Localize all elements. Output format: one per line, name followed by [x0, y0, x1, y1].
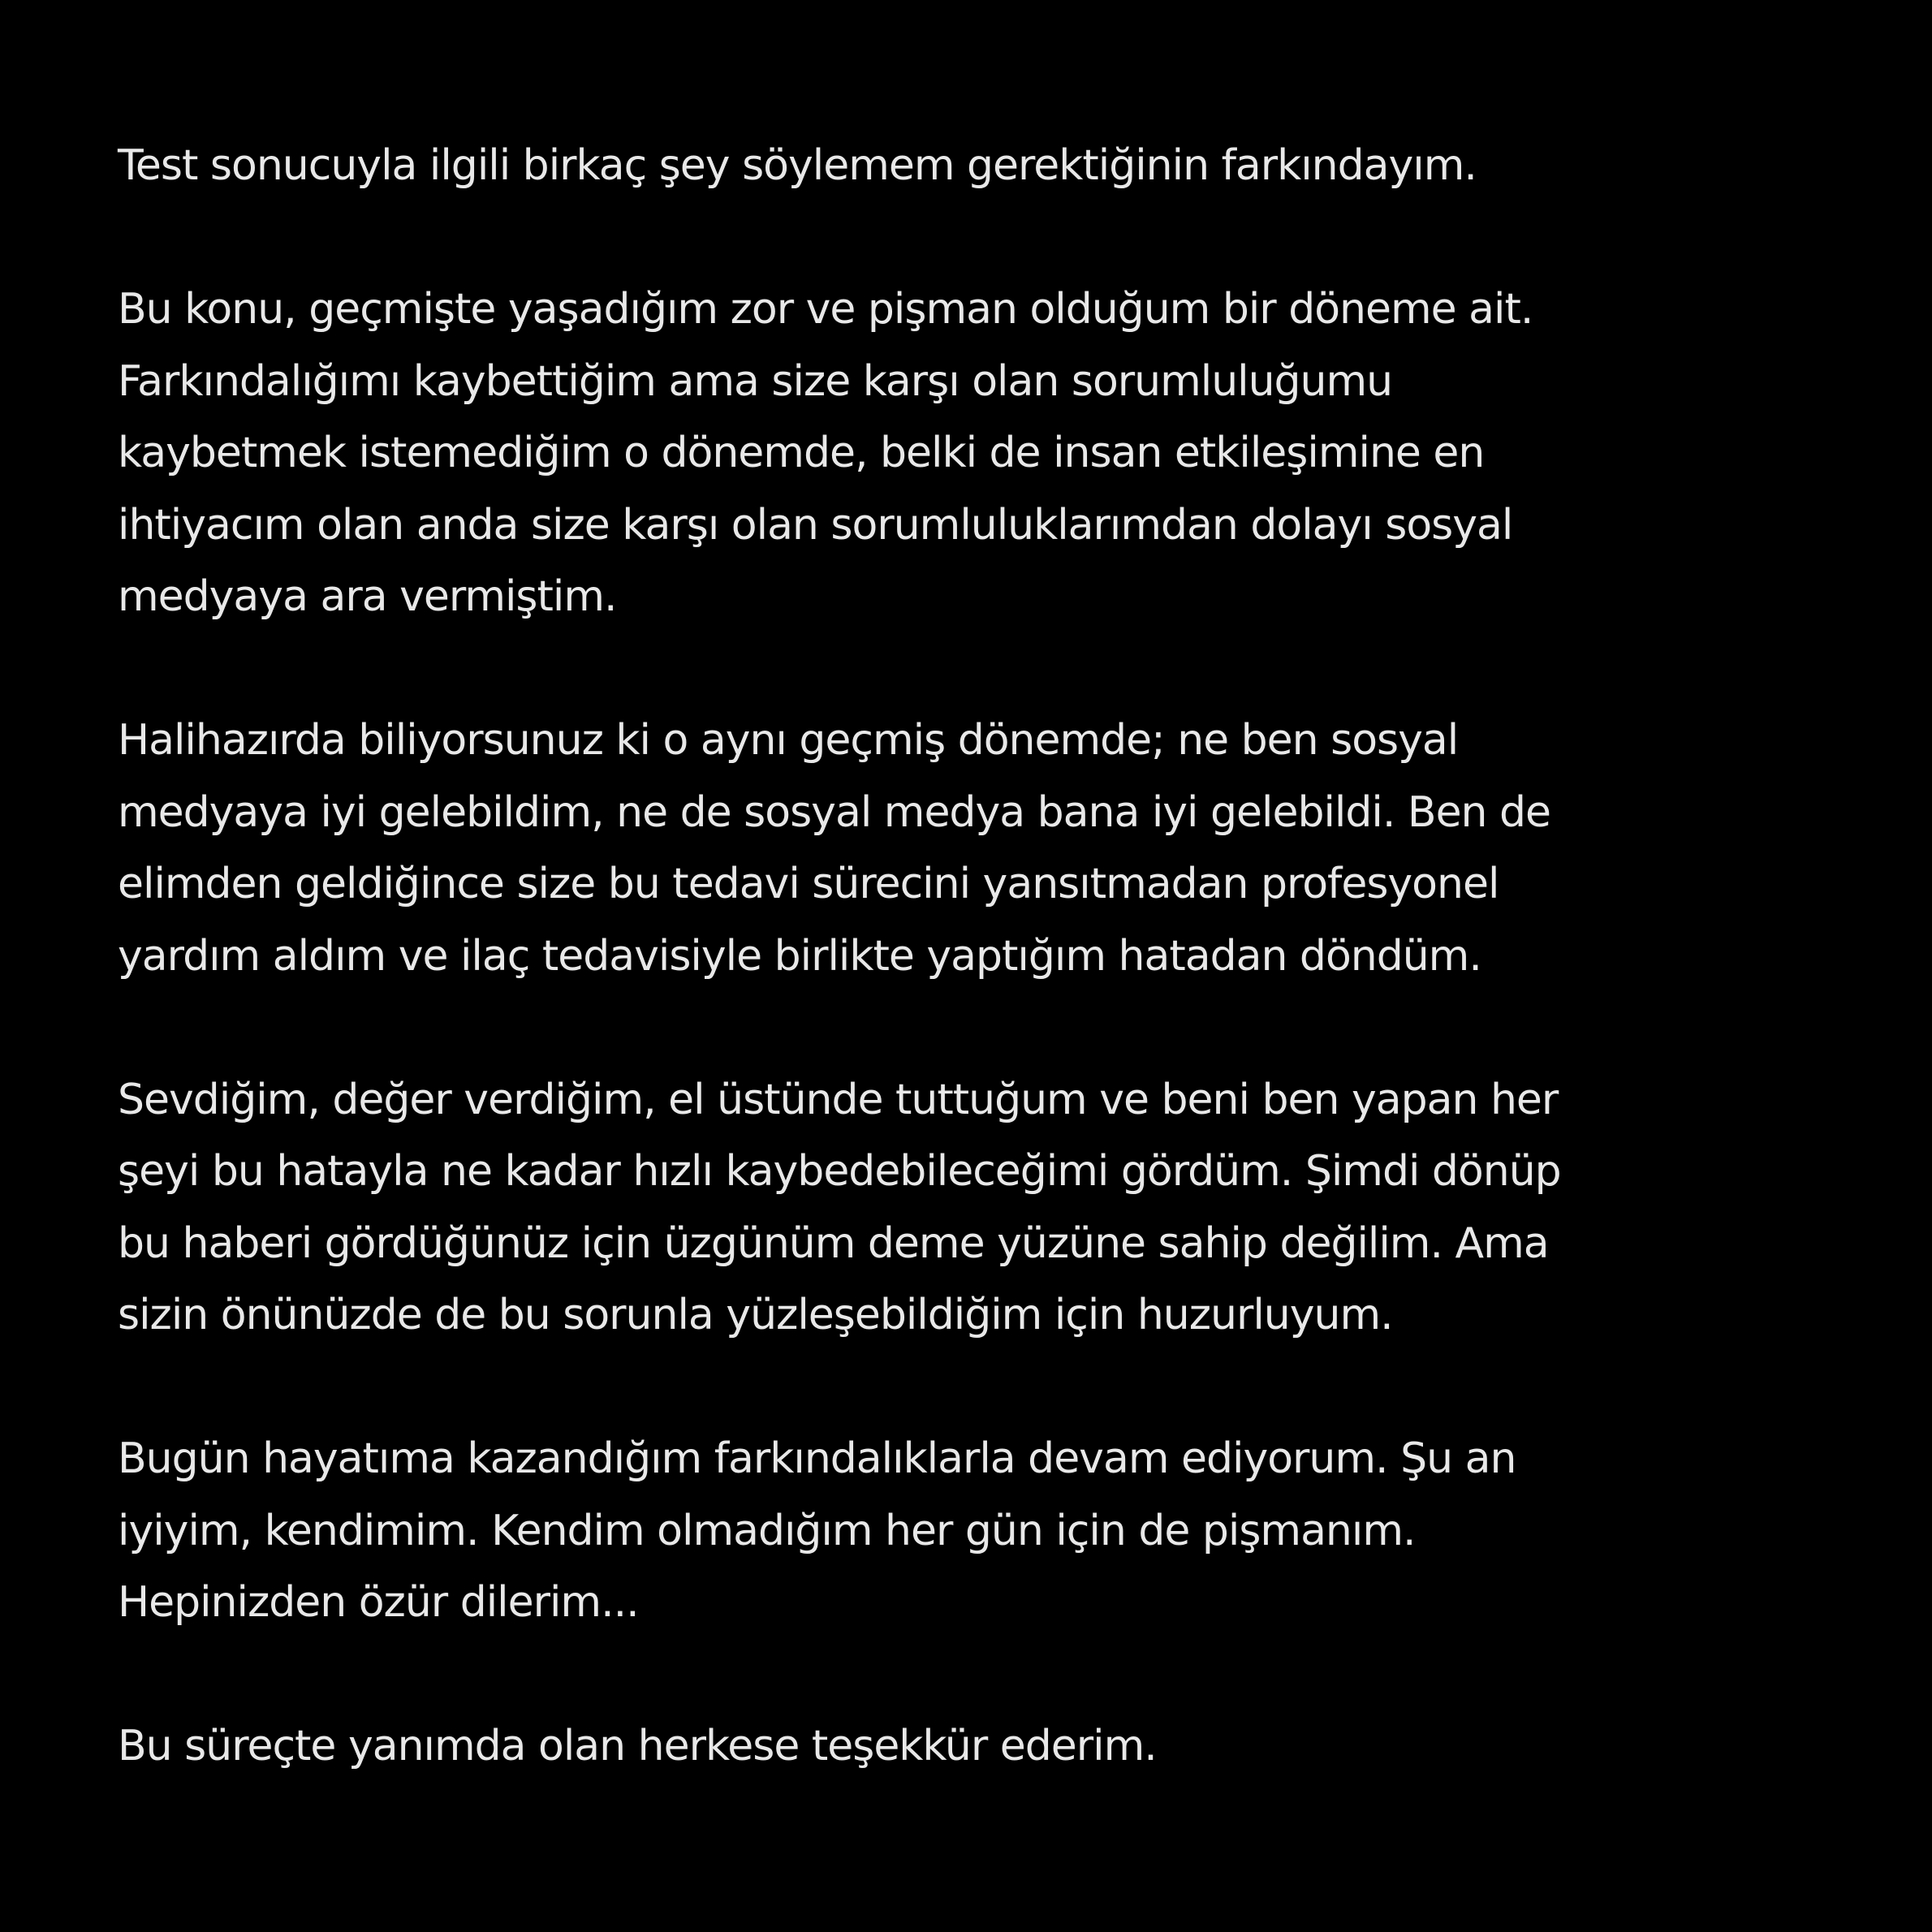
paragraph-test-result: Test sonucuyla ilgili birkaç şey söylemem gerektiğinin farkındayım. — [118, 141, 1477, 190]
paragraph-apology: Bugün hayatıma kazandığım farkındalıklarla devam ediyorum. Şu an iyiyim, kendimim. Kendim olmadığım her gün için de pişmanım. Hepinizden özür dilerim... — [118, 1434, 1516, 1627]
paragraph-treatment: Halihazırda biliyorsunuz ki o aynı geçmiş dönemde; ne ben sosyal medyaya iyi gelebildim, ne de sosyal medya bana iyi gelebildi. Ben de elimden geldiğince size bu tedavi sürecini yansıtmadan profesyonel yardım aldım ve ilaç tedavisiyle birlikte yaptığım hatadan döndüm. — [118, 716, 1551, 981]
paragraph-thanks: Bu süreçte yanımda olan herkese teşekkür ederim. — [118, 1722, 1157, 1770]
paragraph-past-period: Bu konu, geçmişte yaşadığım zor ve pişman olduğum bir döneme ait. Farkındalığımı kaybettiğim ama size karşı olan sorumluluğumu kaybetmek istemediğim o dönemde, belki de insan etkileşimine en ihtiyacım olan anda size karşı olan sorumluluklarımdan dolayı sosyal medyaya ara vermiştim. — [118, 285, 1533, 621]
statement-text — [118, 130, 1831, 1783]
paragraph-realization: Sevdiğim, değer verdiğim, el üstünde tuttuğum ve beni ben yapan her şeyi bu hatayla ne kadar hızlı kaybedebileceğimi gördüm. Şimdi dönüp bu haberi gördüğünüz için üzgünüm deme yüzüne sahip değilim. Ama sizin önünüzde de bu sorunla yüzleşebildiğim için huzurluyum. — [118, 1075, 1561, 1339]
